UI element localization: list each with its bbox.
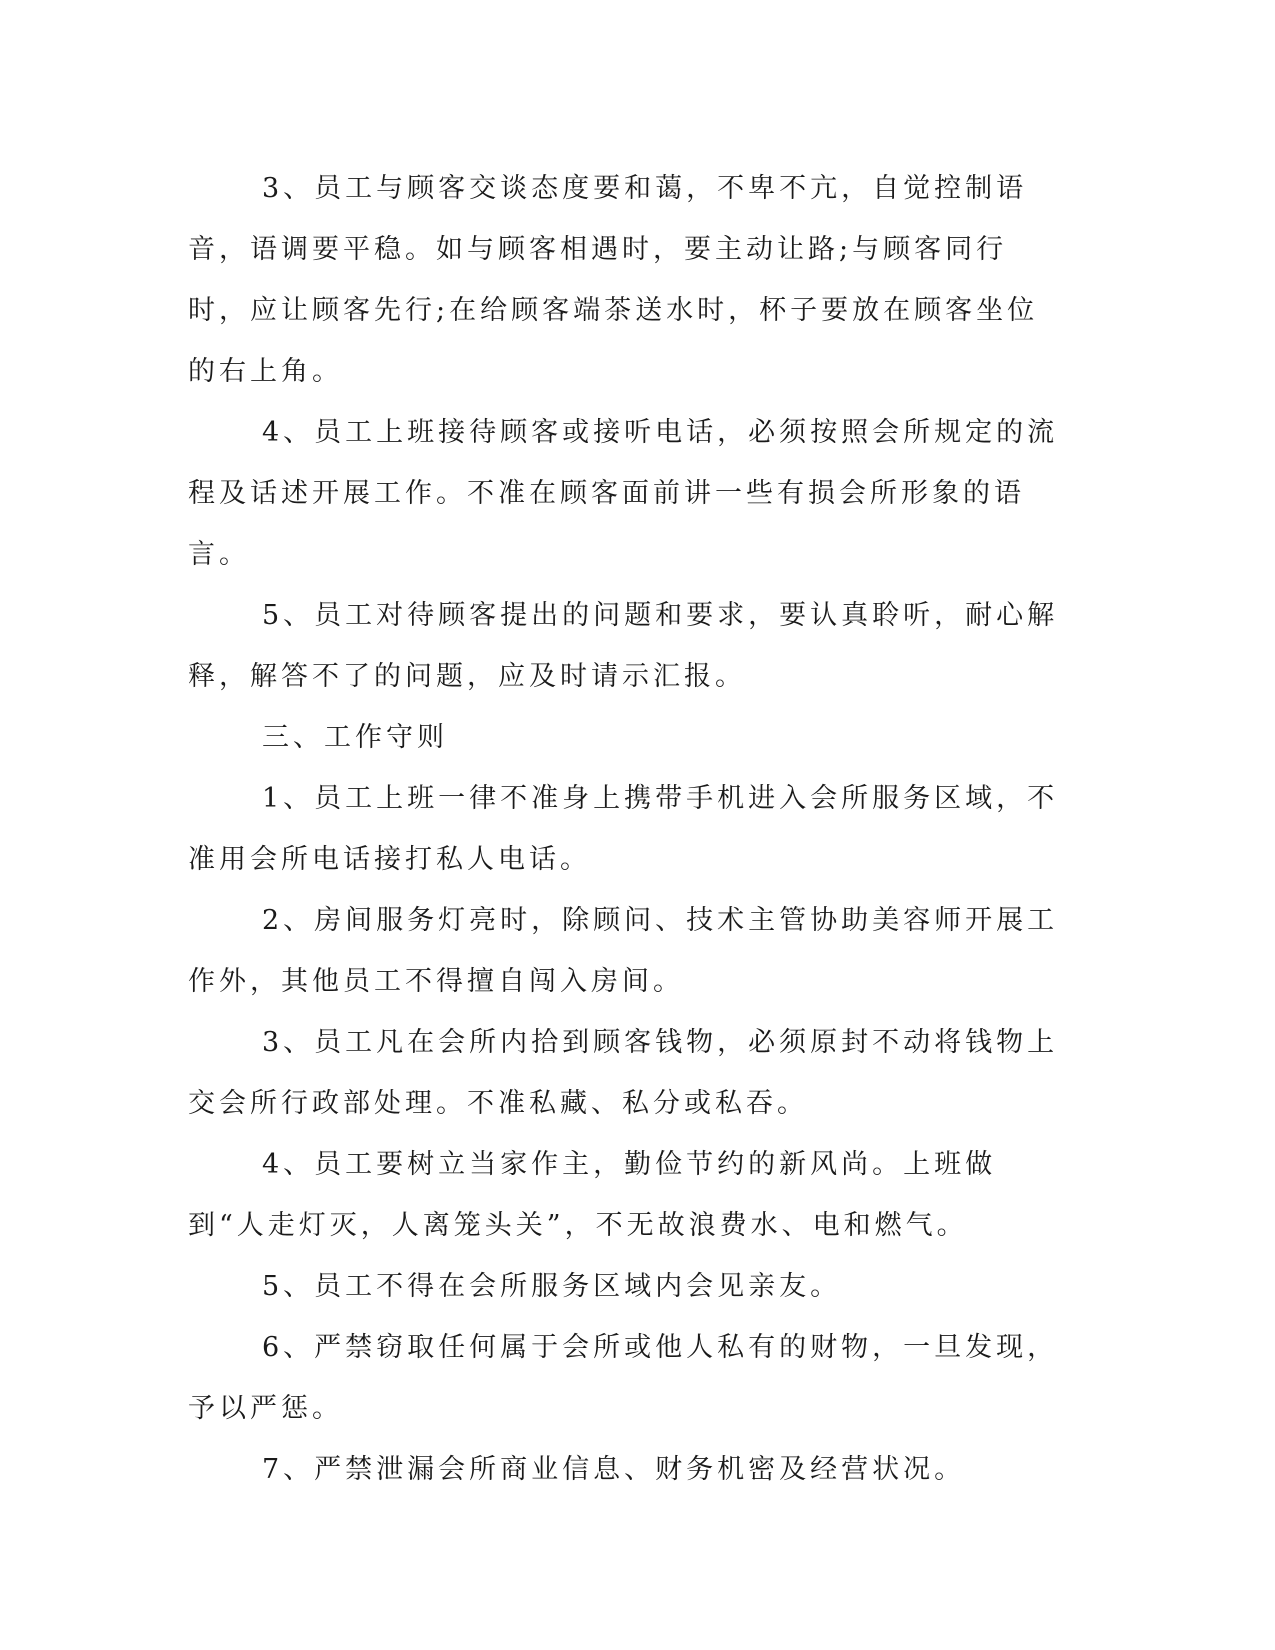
paragraph-work-rule-3-lost-property: 3、员工凡在会所内拾到顾客钱物，必须原封不动将钱物上交会所行政部处理。不准私藏、私分或私吞。 <box>188 1027 1059 1119</box>
paragraph-rule-3-customer-conversation: 3、员工与顾客交谈态度要和蔼，不卑不亢，自觉控制语音，语调要平稳。如与顾客相遇时，要主动让路;与顾客同行时，应让顾客先行;在给顾客端茶送水时，杯子要放在顾客坐位的右上角。 <box>188 173 1039 387</box>
paragraph-work-rule-5-visitors: 5、员工不得在会所服务区域内会见亲友。 <box>262 1271 842 1302</box>
section-heading-work-rules: 三、工作守则 <box>262 722 448 753</box>
paragraph-rule-4-reception-phone: 4、员工上班接待顾客或接听电话，必须按照会所规定的流程及话述开展工作。不准在顾客面前讲一些有损会所形象的语言。 <box>188 417 1059 570</box>
paragraph-work-rule-6-theft: 6、严禁窃取任何属于会所或他人私有的财物，一旦发现，予以严惩。 <box>188 1332 1059 1424</box>
paragraph-work-rule-7-confidentiality: 7、严禁泄漏会所商业信息、财务机密及经营状况。 <box>262 1454 966 1485</box>
paragraph-work-rule-2-service-light: 2、房间服务灯亮时，除顾问、技术主管协助美容师开展工作外，其他员工不得擅自闯入房间。 <box>188 905 1059 997</box>
paragraph-work-rule-4-frugality: 4、员工要树立当家作主，勤俭节约的新风尚。上班做到“人走灯灭，人离笼头关”，不无故浪费水、电和燃气。 <box>188 1149 997 1241</box>
document-body <box>188 158 1068 1500</box>
paragraph-rule-5-customer-questions: 5、员工对待顾客提出的问题和要求，要认真聆听，耐心解释，解答不了的问题，应及时请示汇报。 <box>188 600 1059 692</box>
paragraph-work-rule-1-phones: 1、员工上班一律不准身上携带手机进入会所服务区域，不准用会所电话接打私人电话。 <box>188 783 1059 875</box>
